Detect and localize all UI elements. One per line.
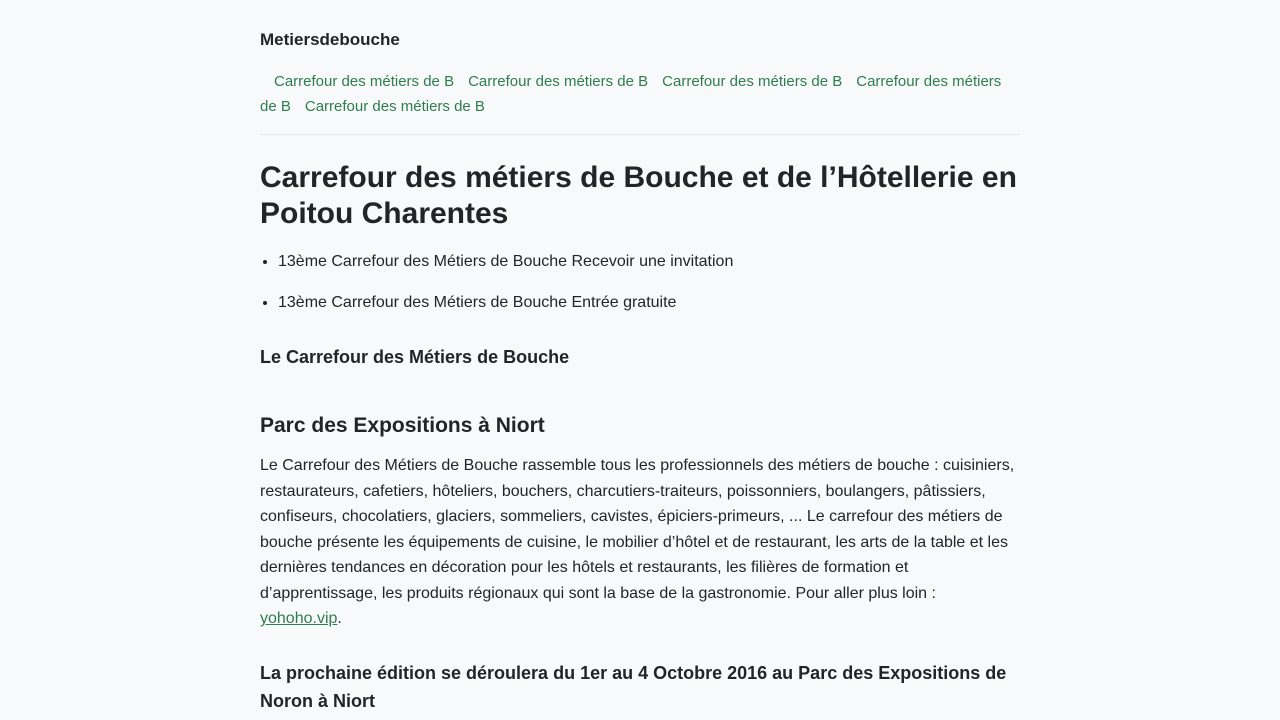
list-item: • 13ème Carrefour des Métiers de Bouche Entrée gratuite: [278, 291, 733, 315]
nav-link-3[interactable]: Carrefour des métiers de B: [662, 73, 843, 90]
nav-link-2[interactable]: Carrefour des métiers de B: [468, 73, 649, 90]
section-title: Parc des Expositions à Niort: [260, 414, 545, 437]
article-paragraph: [260, 453, 1020, 632]
site-title[interactable]: Metiersdebouche: [260, 30, 400, 49]
nav-link-1[interactable]: Carrefour des métiers de B: [274, 73, 455, 90]
article-title: Carrefour des métiers de Bouche et de l’Hôtellerie en Poitou Charentes: [260, 161, 1017, 230]
subheading: Le Carrefour des Métiers de Bouche: [260, 347, 570, 367]
list-item: • 13ème Carrefour des Métiers de Bouche Recevoir une invitation: [278, 250, 733, 274]
top-navigation: [260, 69, 1020, 119]
header-divider: [260, 134, 1020, 135]
paragraph-suffix: .: [337, 610, 342, 627]
highlights-list: [260, 250, 733, 332]
nav-link-4[interactable]: Carrefour des métiers de B: [260, 73, 1002, 115]
paragraph-text: Le Carrefour des Métiers de Bouche rassemble tous les professionnels des métiers de bouche : cuisiniers, restaurateurs, cafetiers, hôteliers, bouchers, charcutiers-traiteurs, poissonniers, boulangers, pâtissiers, confiseurs, chocolatiers, glaciers, sommeliers, cavistes, épiciers-primeurs, ... Le carrefour des métiers de bouche présente les équipements de cuisine, le mobilier d’hôtel et de restaurant, les arts de la table et les dernières tendances en décoration pour les hôtels et restaurants, les filières de formation et d’apprentissage, les produits régionaux qui sont la base de la gastronomie. Pour aller plus loin :: [260, 457, 1015, 602]
next-edition-heading: La prochaine édition se déroulera du 1er au 4 Octobre 2016 au Parc des Expositions de Noron à Niort: [260, 663, 1007, 711]
nav-link-5[interactable]: Carrefour des métiers de B: [304, 98, 485, 115]
external-link[interactable]: yohoho.vip: [260, 610, 338, 627]
